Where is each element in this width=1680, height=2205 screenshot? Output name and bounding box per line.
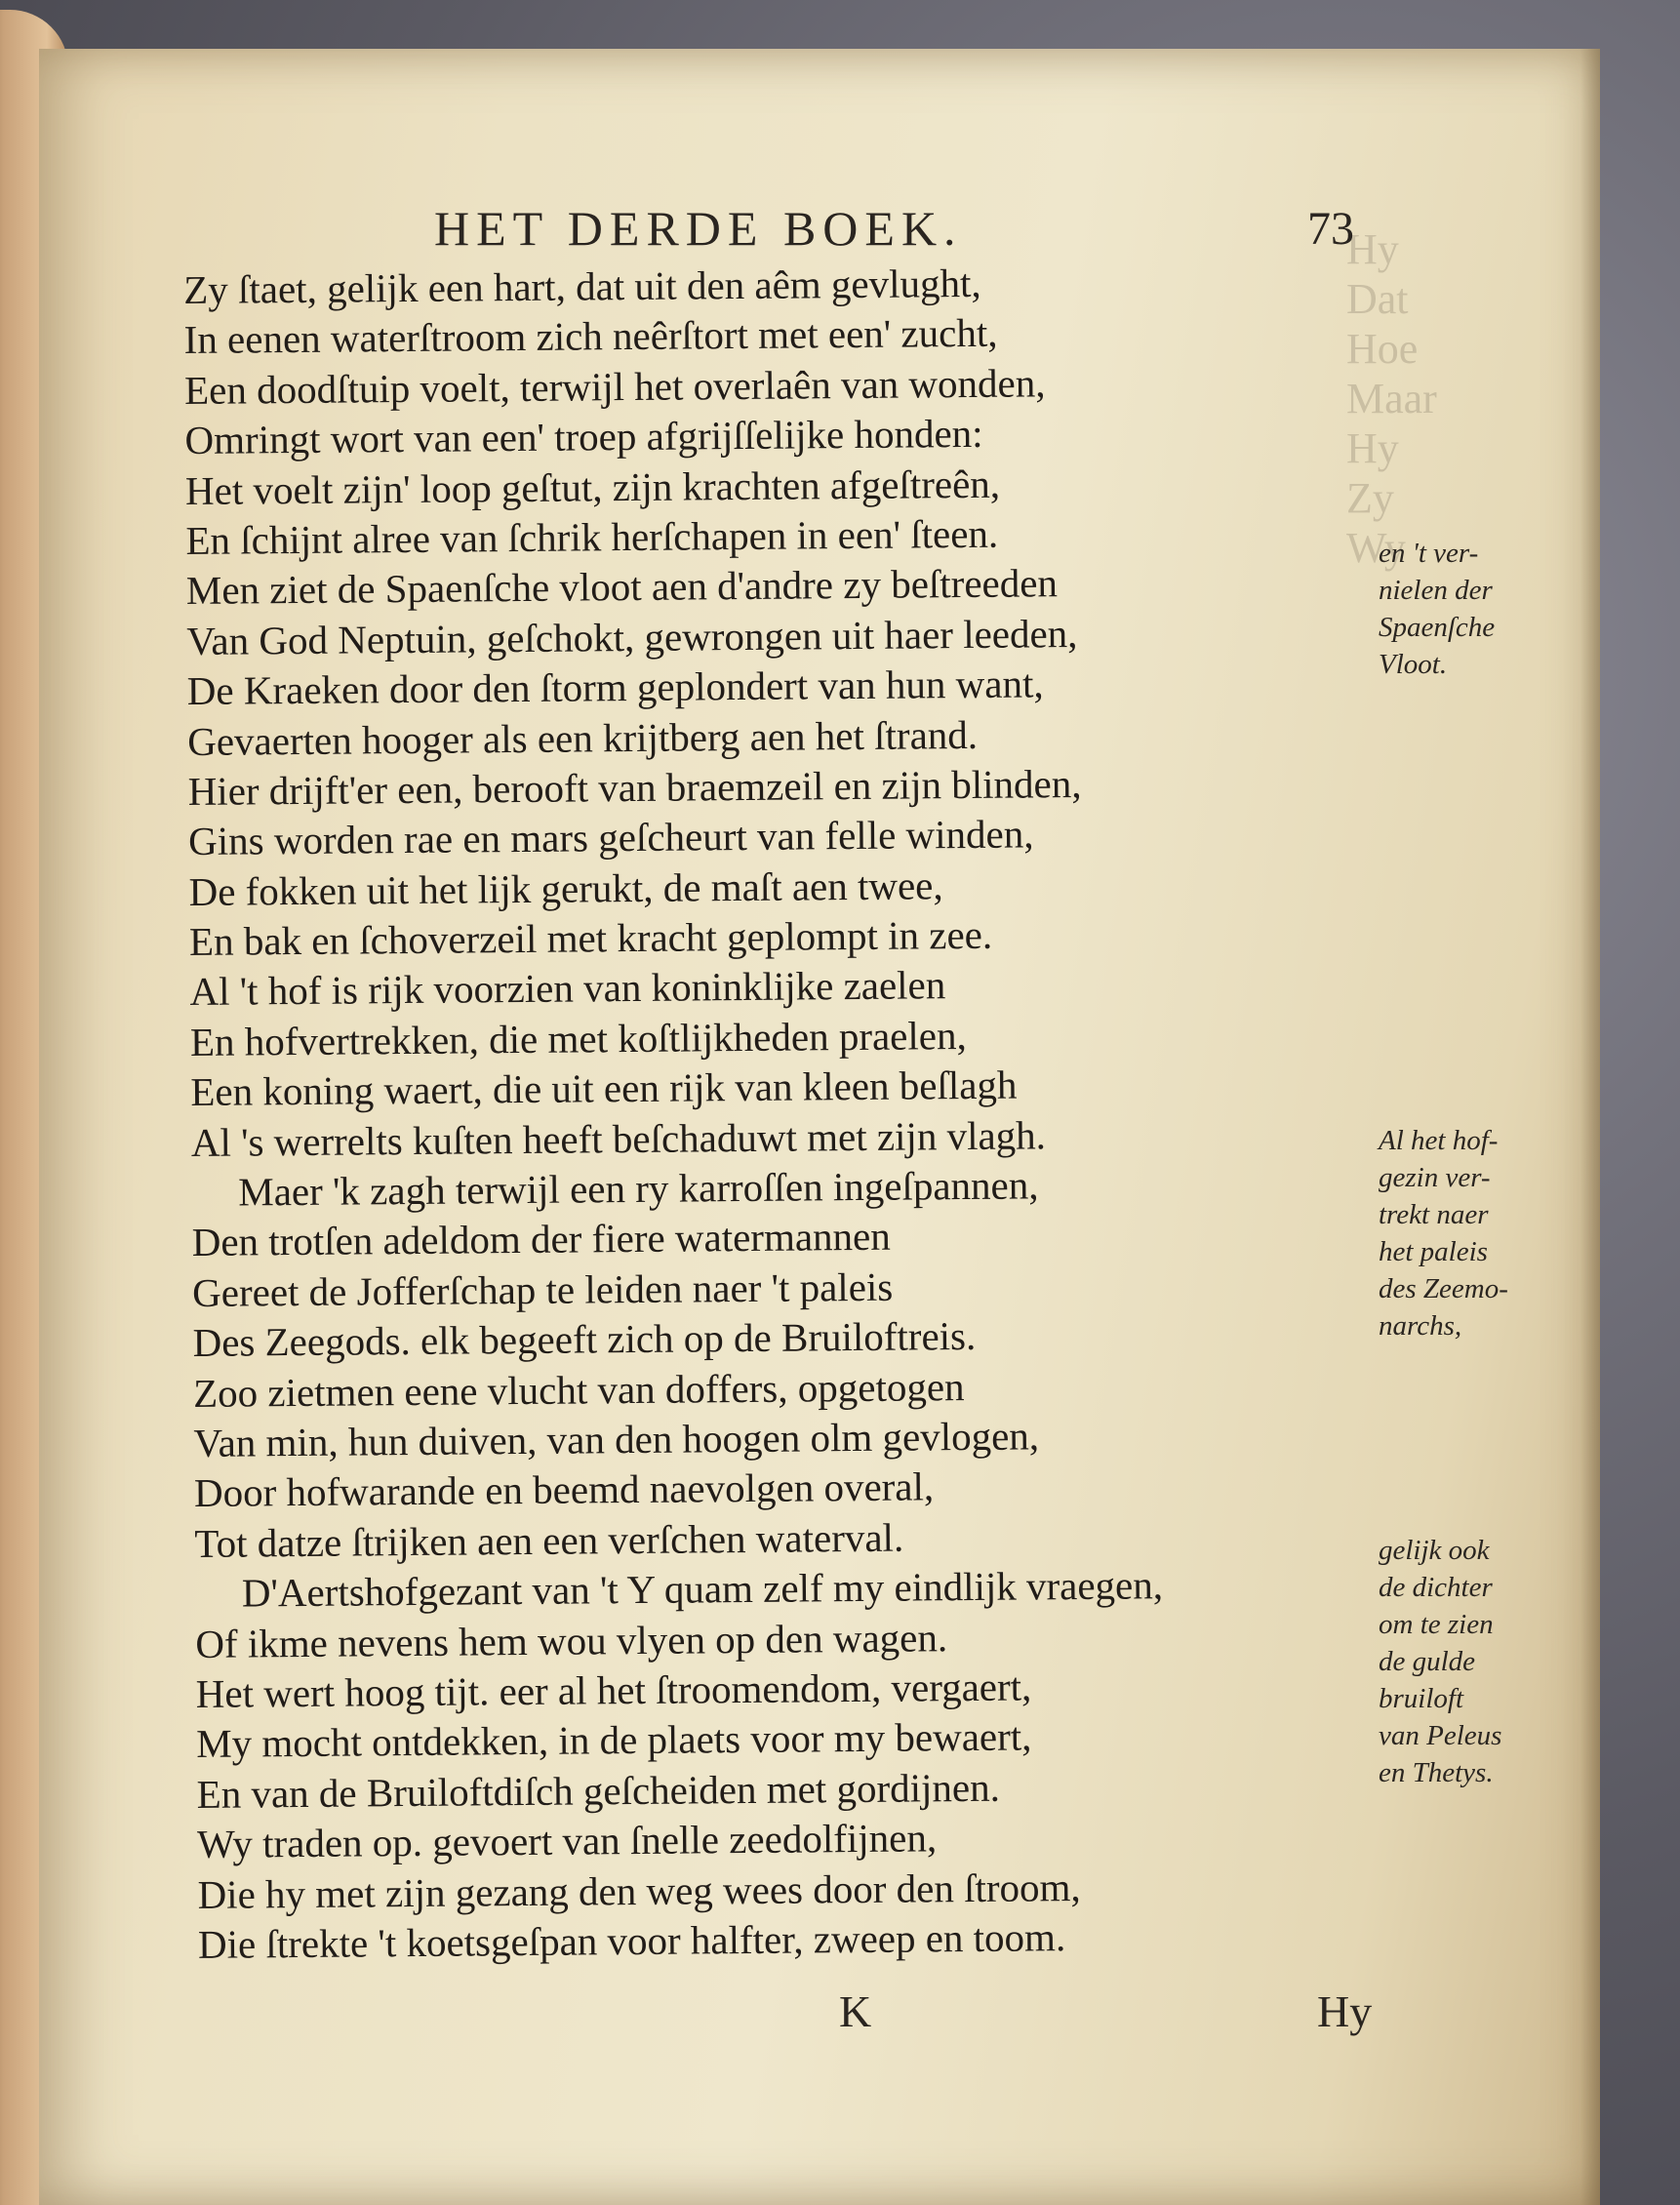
verse-line: Van God Neptuin, geſchokt, gewrongen uit haer leeden, (186, 610, 1078, 663)
marginal-note-court-departs (1379, 1122, 1574, 1344)
verse-line: En ſchijnt alree van ſchrik herſchapen in een' ſteen. (185, 510, 999, 563)
page-header (39, 200, 1600, 259)
verse-block (183, 255, 1418, 1970)
verse-line: Zoo zietmen eene vlucht van doffers, opgetogen (192, 1363, 965, 1416)
note-line: om te zien (1379, 1609, 1494, 1640)
verse-line: Omringt wort van een' troep afgrijſſelijke honden: (184, 411, 983, 463)
note-line: trekt naer (1379, 1199, 1489, 1230)
verse-line: D'Aertshofgezant van 't Y quam zelf my eindlijk vraegen, (241, 1562, 1164, 1616)
verse-line: En bak en ſchoverzeil met kracht geplompt in zee. (188, 911, 993, 965)
note-line: en Thetys. (1379, 1757, 1494, 1788)
verse-line: Tot datze ſtrijken aen een verſchen waterval. (194, 1514, 904, 1566)
note-line: van Peleus (1379, 1720, 1502, 1751)
running-head: HET DERDE BOEK. (434, 201, 963, 256)
verse-line: De Kraeken door den ſtorm geplondert van hun want, (186, 661, 1044, 714)
note-line: Spaenſche (1379, 612, 1496, 643)
verse-line: En van de Bruiloftdiſch geſcheiden met gordijnen. (196, 1764, 1001, 1817)
note-line: Al het hof- (1379, 1125, 1499, 1156)
note-line: bruiloft (1379, 1683, 1464, 1714)
note-line: gezin ver- (1379, 1162, 1491, 1193)
marginal-note-spanish-fleet (1379, 535, 1574, 683)
note-line: Vloot. (1379, 649, 1448, 680)
note-line: de dichter (1379, 1572, 1493, 1603)
verse-line: My mocht ontdekken, in de plaets voor my bewaert, (196, 1713, 1032, 1767)
verse-line: Door hofwarande en beemd naevolgen overal, (193, 1463, 935, 1516)
page-shadow-edge (1580, 49, 1600, 2205)
verse-line: Een koning waert, die uit een rijk van kleen beſlagh (190, 1062, 1018, 1115)
verse-line: Al 't hof is rijk voorzien van koninklijke zaelen (189, 962, 946, 1015)
verse-line: Men ziet de Spaenſche vloot aen d'andre zy beſtreeden (185, 560, 1059, 614)
book-page (39, 49, 1600, 2205)
verse-line: Van min, hun duiven, van den hoogen olm gevlogen, (193, 1413, 1040, 1465)
verse-line: Zy ſtaet, gelijk een hart, dat uit den aêm gevlught, (183, 260, 981, 312)
verse-line: Gereet de Jofferſchap te leiden naer 't paleis (191, 1263, 894, 1315)
note-line: gelijk ook (1379, 1535, 1490, 1566)
verse-line: Al 's werrelts kuſten heeft beſchaduwt met zijn vlagh. (190, 1111, 1047, 1165)
note-line: nielen der (1379, 575, 1493, 606)
marginal-note-golden-wedding (1379, 1532, 1574, 1791)
verse-line: Gins worden rae en mars geſcheurt van felle winden, (187, 811, 1034, 864)
verse-line: Of ikme nevens hem wou vlyen op den wagen. (195, 1614, 948, 1666)
catchword: Hy (1317, 1986, 1373, 2036)
verse-line: Het wert hoog tijt. eer al het ſtroomendom, vergaert, (195, 1664, 1032, 1716)
verse-line: Een doodſtuip voelt, terwijl het overlaên van wonden, (183, 360, 1046, 413)
note-line: het paleis (1379, 1236, 1488, 1267)
verse-line: De fokken uit het lijk gerukt, de maſt aen twee, (188, 862, 943, 914)
show-through-text: Hy Dat Hoe Maar Hy Zy Wy (1346, 225, 1437, 572)
verse-line: Die ſtrekte 't koetsgeſpan voor halfter, zweep en toom. (197, 1914, 1066, 1967)
page-number: 73 (1307, 203, 1354, 255)
verse-line: Wy traden op. gevoert van ſnelle zeedolfijnen, (196, 1815, 938, 1867)
note-line: narchs, (1379, 1310, 1462, 1342)
verse-line: Die hy met zijn gezang den weg wees door den ſtroom, (197, 1864, 1081, 1917)
note-line: en 't ver- (1379, 538, 1479, 569)
verse-line: Het voelt zijn' loop geſtut, zijn krachten afgeſtreên, (184, 461, 1001, 513)
note-line: de gulde (1379, 1646, 1476, 1677)
verse-line: Hier drijft'er een, berooft van braemzeil en zijn blinden, (187, 760, 1082, 814)
verse-line: Den trotſen adeldom der fiere watermannen (191, 1214, 891, 1265)
page-footer (39, 1985, 1600, 2044)
verse-line: Des Zeegods. elk begeeft zich op de Bruiloftreis. (192, 1313, 977, 1366)
verse-line: In eenen waterſtroom zich neêrſtort met een' zucht, (183, 310, 998, 363)
verse-line: Maer 'k zagh terwijl een ry karroſſen ingeſpannen, (238, 1162, 1039, 1215)
signature-mark: K (839, 1986, 872, 2036)
note-line: des Zeemo- (1379, 1273, 1508, 1304)
verse-line: Gevaerten hooger als een krijtberg aen het ſtrand. (187, 711, 979, 764)
verse-line: En hofvertrekken, die met koſtlijkheden praelen, (189, 1012, 967, 1064)
